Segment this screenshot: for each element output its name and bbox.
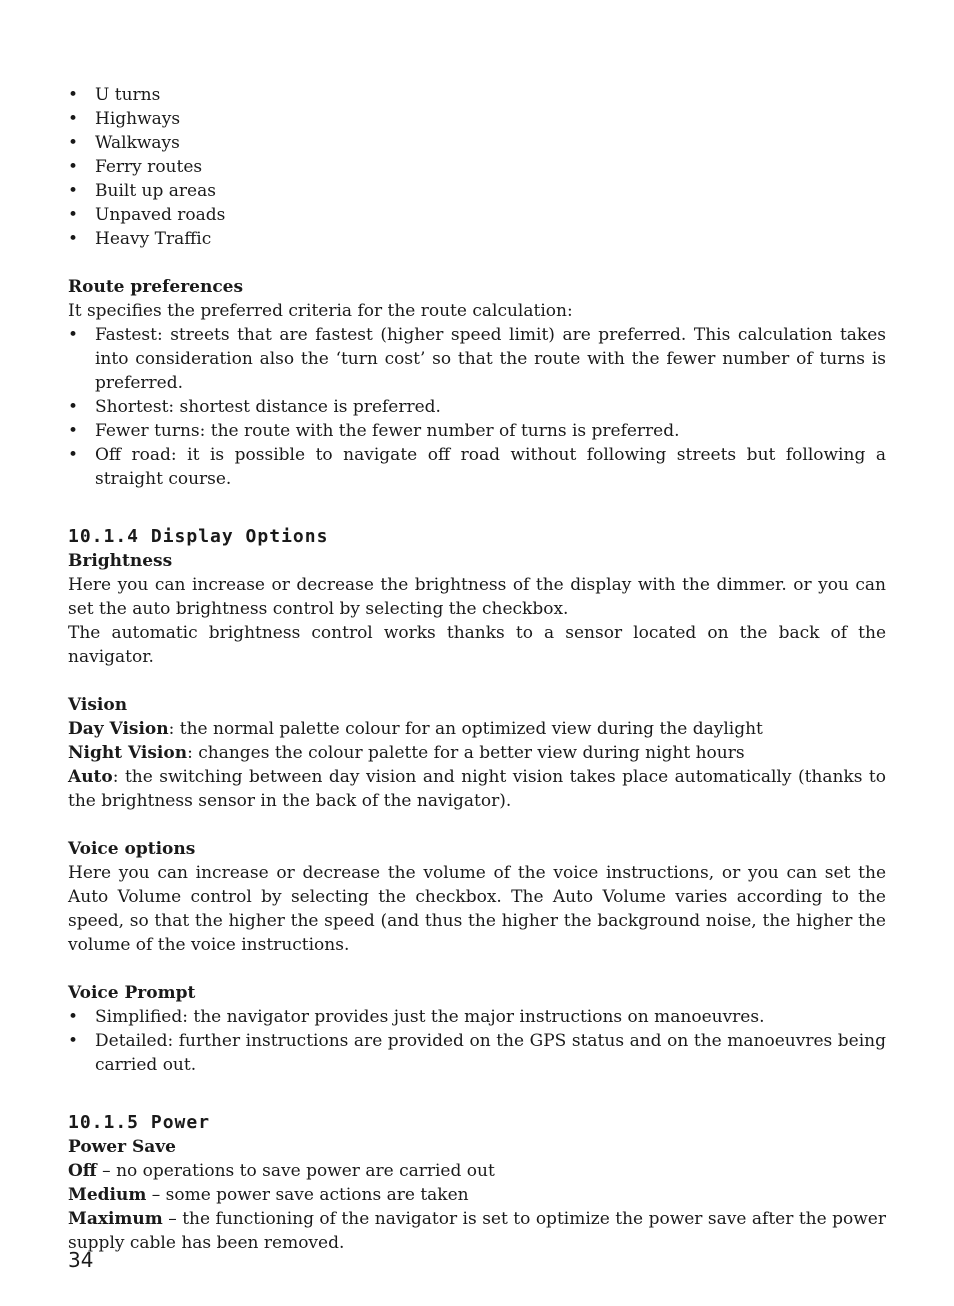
power-off-label: Off [68, 1161, 97, 1181]
night-vision-line [68, 741, 886, 765]
power-heading: 10.1.5 Power [68, 1112, 211, 1133]
day-vision-label: Day Vision [68, 719, 169, 739]
list-item: • U turns [68, 83, 886, 107]
list-item: • Off road: it is possible to navigate off road without following streets but following a straight course. [68, 443, 886, 491]
power-medium-text: – some power save actions are taken [146, 1185, 469, 1205]
route-preferences-list [68, 323, 886, 491]
voice-prompt-heading: Voice Prompt [68, 983, 196, 1003]
day-vision-line [68, 717, 886, 741]
night-vision-label: Night Vision [68, 743, 188, 763]
list-item: • Fewer turns: the route with the fewer number of turns is preferred. [68, 419, 886, 443]
brightness-paragraph: Here you can increase or decrease the brightness of the display with the dimmer. or you can set the auto brightness control by selecting the checkbox. [68, 575, 886, 619]
list-item: • Simplified: the navigator provides just the major instructions on manoeuvres. [68, 1005, 886, 1029]
power-maximum-text: – the functioning of the navigator is set to optimize the power save after the power supply cable has been removed. [68, 1209, 886, 1253]
list-item: • Detailed: further instructions are provided on the GPS status and on the manoeuvres being carried out. [68, 1029, 886, 1077]
brightness-heading: Brightness [68, 551, 173, 571]
auto-vision-line [68, 765, 886, 813]
route-preferences-heading: Route preferences [68, 277, 244, 297]
list-item: • Walkways [68, 131, 886, 155]
list-item: • Heavy Traffic [68, 227, 886, 251]
list-item: • Ferry routes [68, 155, 886, 179]
list-item: • Unpaved roads [68, 203, 886, 227]
voice-options-heading: Voice options [68, 839, 196, 859]
vision-heading: Vision [68, 695, 128, 715]
voice-prompt-list [68, 1005, 886, 1077]
night-vision-text: : changes the colour palette for a better view during night hours [187, 743, 745, 763]
display-options-heading: 10.1.4 Display Options [68, 526, 329, 547]
day-vision-text: : the normal palette colour for an optimized view during the daylight [168, 719, 763, 739]
power-maximum-line [68, 1207, 886, 1255]
auto-vision-text: : the switching between day vision and night vision takes place automatically (thanks to the brightness sensor in the back of the navigator). [68, 767, 886, 811]
page-number: 34 [68, 1248, 94, 1272]
power-medium-label: Medium [68, 1185, 147, 1205]
power-save-heading: Power Save [68, 1137, 176, 1157]
power-medium-line [68, 1183, 886, 1207]
list-item: • Highways [68, 107, 886, 131]
avoid-options-list [68, 83, 886, 251]
power-off-text: – no operations to save power are carried out [96, 1161, 495, 1181]
power-maximum-label: Maximum [68, 1209, 163, 1229]
power-off-line [68, 1159, 886, 1183]
voice-options-paragraph: Here you can increase or decrease the volume of the voice instructions, or you can set the Auto Volume control by selecting the checkbox. The Auto Volume varies according to the speed, so that the higher the speed (and thus the higher the background noise, the higher the volume of the voice instructions. [68, 863, 886, 955]
brightness-sensor-paragraph: The automatic brightness control works thanks to a sensor located on the back of the navigator. [68, 623, 886, 667]
list-item: • Fastest: streets that are fastest (higher speed limit) are preferred. This calculation takes into consideration also the ‘turn cost’ so that the route with the fewer number of turns is preferred. [68, 323, 886, 395]
page-content [68, 83, 886, 1255]
route-preferences-intro: It specifies the preferred criteria for the route calculation: [68, 301, 573, 321]
list-item: • Built up areas [68, 179, 886, 203]
list-item: • Shortest: shortest distance is preferred. [68, 395, 886, 419]
auto-vision-label: Auto [68, 767, 113, 787]
